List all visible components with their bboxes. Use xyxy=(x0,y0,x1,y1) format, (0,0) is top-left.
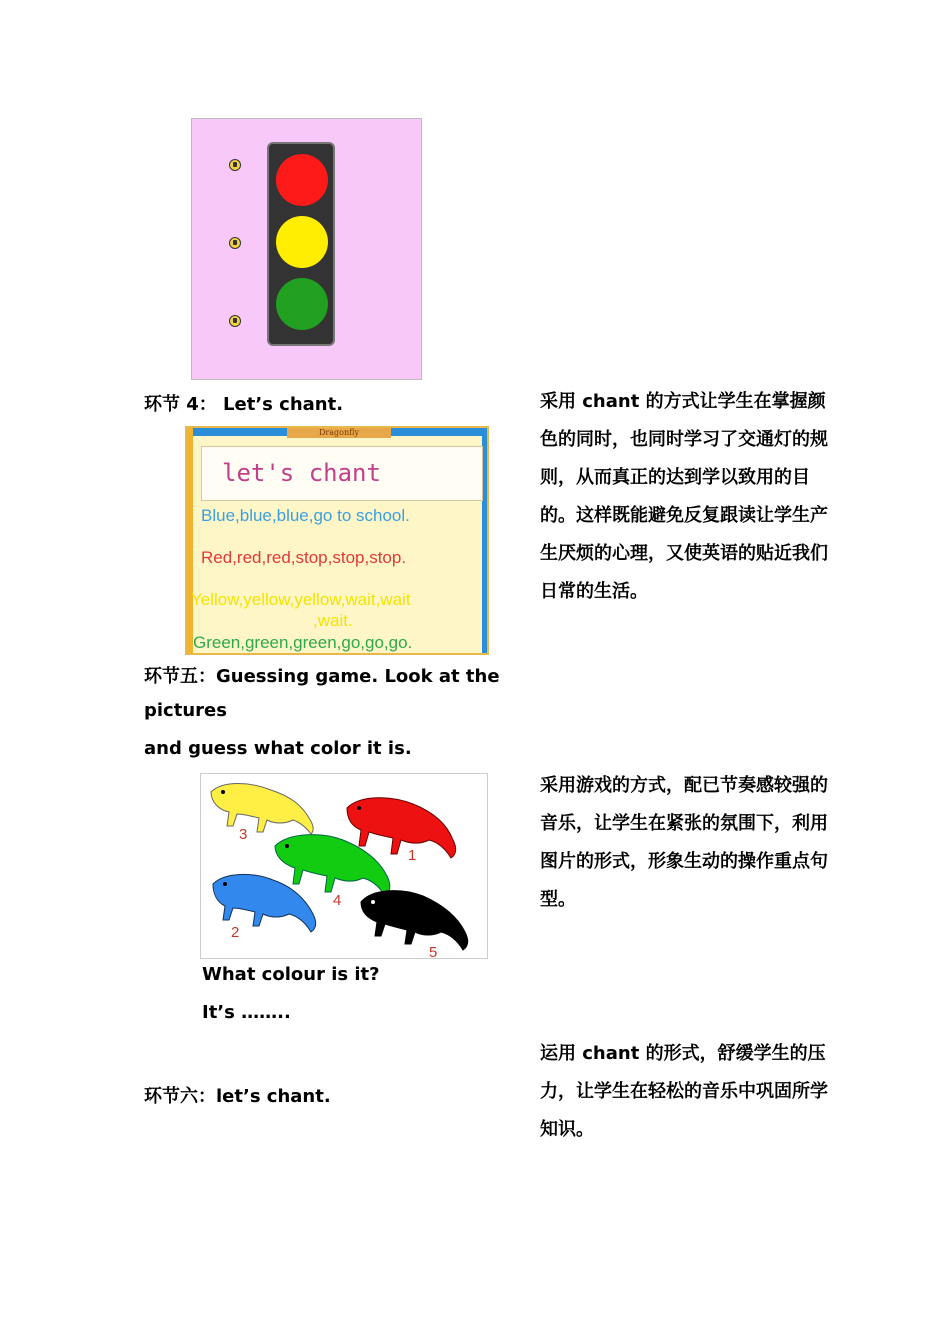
chameleon-black xyxy=(361,891,468,950)
step5-heading-line2: pictures xyxy=(144,700,227,721)
step5-heading-line3: and guess what color it is. xyxy=(144,738,412,759)
chant-line-yellow-cont: ,wait. xyxy=(313,611,353,630)
chameleon-label-green: 4 xyxy=(333,892,342,909)
sound-icon[interactable] xyxy=(229,159,241,171)
chameleon-label-black: 5 xyxy=(429,944,438,961)
sound-icon[interactable] xyxy=(229,315,241,327)
note-2: 采用游戏的方式，配已节奏感较强的音乐，让学生在紧张的氛围下，利用图片的形式，形象生动的操作重点句型。 xyxy=(540,775,828,910)
figure-left-bar xyxy=(187,428,193,653)
chameleon-green xyxy=(275,835,390,896)
note-1: 采用 chant 的方式让学生在掌握颜色的同时，也同时学习了交通灯的规则，从而真正的达到学以致用的目的。这样既能避免反复跟读让学生产生厌烦的心理，又使英语的贴近我们日常的生活。 xyxy=(540,391,828,602)
chameleon-yellow xyxy=(211,784,313,835)
yellow-lamp xyxy=(276,216,328,268)
green-lamp xyxy=(276,278,328,330)
figure-ribbon: Dragonfly xyxy=(287,428,391,438)
traffic-light-housing xyxy=(267,142,335,346)
step4-heading: 环节 4： Let’s chant. xyxy=(144,394,344,415)
chameleon-red xyxy=(347,798,456,858)
step6-heading: 环节六：let’s chant. xyxy=(144,1086,331,1107)
chameleon-label-blue: 2 xyxy=(231,924,240,941)
answer-its: It’s …….. xyxy=(202,1002,291,1023)
chant-title: let's chant xyxy=(222,459,381,487)
chameleon-drawing xyxy=(201,774,487,958)
question-what-colour: What colour is it? xyxy=(202,964,380,985)
red-lamp xyxy=(276,154,328,206)
chameleon-figure xyxy=(200,773,488,959)
chant-line-red: Red,red,red,stop,stop,stop. xyxy=(201,548,407,567)
chant-figure xyxy=(185,426,489,655)
chant-line-green: Green,green,green,go,go,go. xyxy=(193,633,413,652)
note-3: 运用 chant 的形式，舒缓学生的压力，让学生在轻松的音乐中巩固所学知识。 xyxy=(540,1043,828,1140)
chameleon-blue xyxy=(213,874,316,932)
sound-icon[interactable] xyxy=(229,237,241,249)
chameleon-label-yellow: 3 xyxy=(239,826,248,843)
chameleon-label-red: 1 xyxy=(408,847,417,864)
traffic-light-figure xyxy=(191,118,422,380)
chant-line-yellow: Yellow,yellow,yellow,wait,wait xyxy=(191,590,411,609)
chant-title-box xyxy=(201,446,483,501)
step5-heading-line1: 环节五：Guessing game. Look at the xyxy=(144,666,500,687)
chant-line-blue: Blue,blue,blue,go to school. xyxy=(201,506,410,525)
